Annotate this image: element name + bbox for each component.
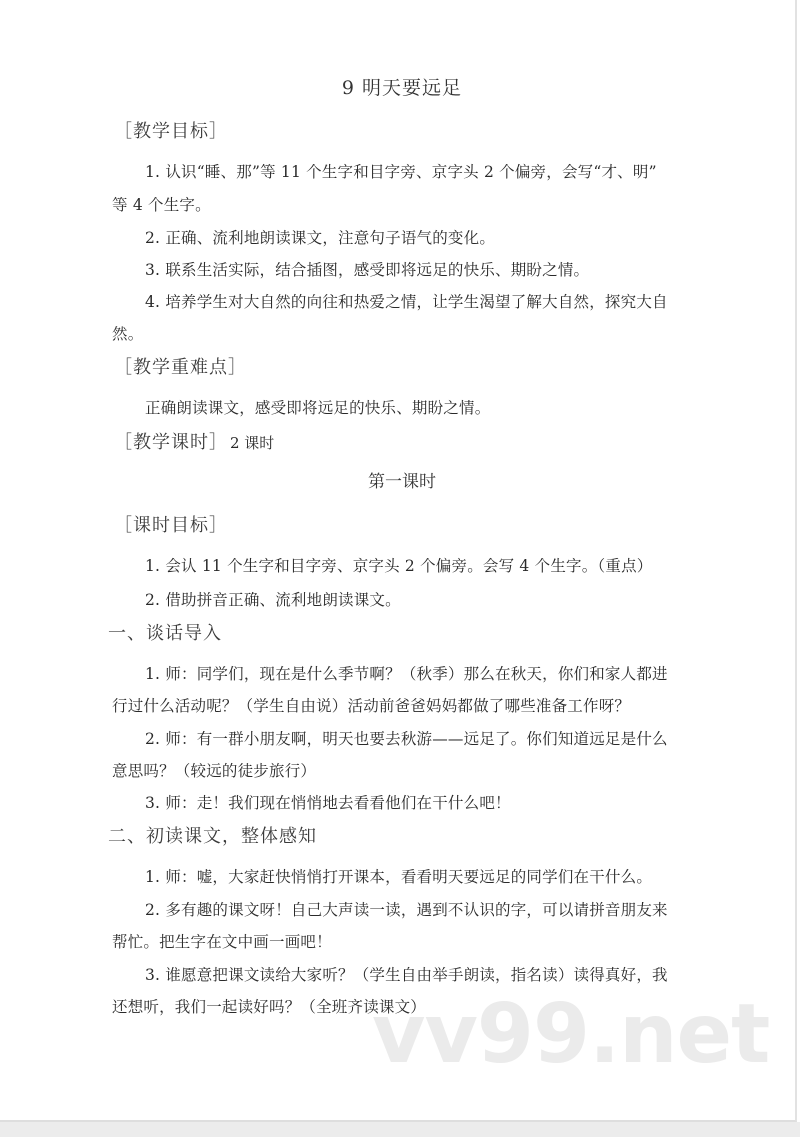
watermark: vv99.net	[372, 987, 770, 1082]
section-1-heading: 一、谈话导入	[108, 623, 222, 644]
section-2-line-1: 1. 师：嘘，大家赶快悄悄打开课本，看看明天要远足的同学们在干什么。	[145, 868, 653, 886]
lesson-goals-heading: ［课时目标］	[114, 515, 228, 536]
teaching-goal-2: 2. 正确、流利地朗读课文，注意句子语气的变化。	[145, 229, 496, 247]
class-hours-heading: ［教学课时］	[114, 432, 228, 453]
teaching-goal-1-line-1: 1. 认识“睡、那”等 11 个生字和目字旁、京字头 2 个偏旁，会写“才、明”	[145, 163, 657, 181]
teaching-goal-4-line-2: 然。	[112, 325, 144, 343]
section-2-line-5: 还想听，我们一起读好吗？（全班齐读课文）	[112, 998, 427, 1016]
teaching-goals-heading: ［教学目标］	[114, 121, 228, 142]
key-points-heading: ［教学重难点］	[114, 357, 247, 378]
section-1-line-2: 行过什么活动呢？（学生自由说）活动前爸爸妈妈都做了哪些准备工作呀？	[112, 697, 631, 715]
section-1-line-3: 2. 师：有一群小朋友啊，明天也要去秋游——远足了。你们知道远足是什么	[145, 730, 668, 748]
teaching-goal-3: 3. 联系生活实际，结合插图，感受即将远足的快乐、期盼之情。	[145, 261, 590, 279]
class-hours-value: 2 课时	[230, 434, 275, 452]
teaching-goal-1-line-2: 等 4 个生字。	[112, 196, 211, 214]
lesson-goal-1: 1. 会认 11 个生字和目字旁、京字头 2 个偏旁。会写 4 个生字。（重点）	[145, 557, 653, 575]
lesson-title: 9 明天要远足	[341, 77, 463, 99]
lesson-goal-2: 2. 借助拼音正确、流利地朗读课文。	[145, 591, 401, 609]
section-1-line-1: 1. 师：同学们，现在是什么季节啊？（秋季）那么在秋天，你们和家人都进	[145, 665, 668, 683]
section-2-line-2: 2. 多有趣的课文呀！自己大声读一读，遇到不认识的字，可以请拼音朋友来	[145, 901, 668, 919]
section-2-heading: 二、初读课文，整体感知	[108, 826, 317, 847]
section-1-line-4: 意思吗？（较远的徒步旅行）	[112, 762, 317, 780]
section-2-line-4: 3. 谁愿意把课文读给大家听？（学生自由举手朗读，指名读）读得真好，我	[145, 966, 668, 984]
class-hours-row	[114, 431, 274, 455]
section-2-line-3: 帮忙。把生字在文中画一画吧！	[112, 933, 332, 951]
section-1-line-5: 3. 师：走！我们现在悄悄地去看看他们在干什么吧！	[145, 794, 511, 812]
page-gap	[0, 1122, 800, 1137]
key-points-text: 正确朗读课文，感受即将远足的快乐、期盼之情。	[145, 399, 491, 417]
lesson-one-title: 第一课时	[368, 472, 436, 492]
teaching-goal-4-line-1: 4. 培养学生对大自然的向往和热爱之情，让学生渴望了解大自然，探究大自	[145, 293, 668, 311]
